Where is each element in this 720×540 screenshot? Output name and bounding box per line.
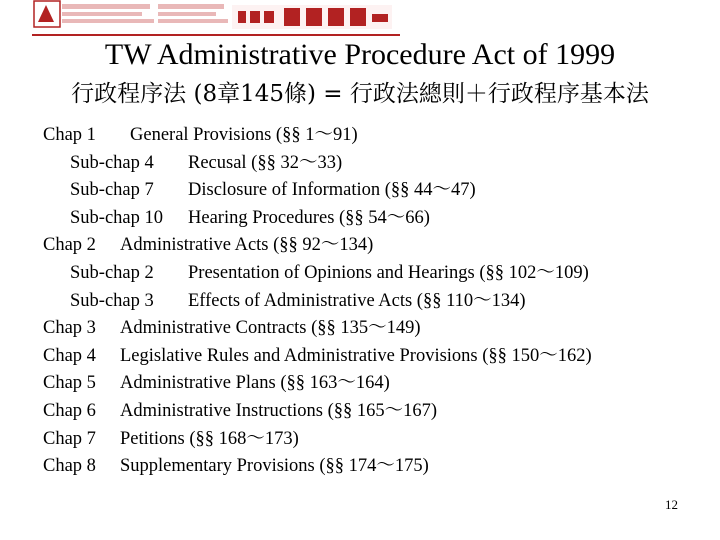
subchapter-title: Presentation of Opinions and Hearings (§§ 102～109): [188, 262, 589, 283]
list-item: [43, 122, 703, 150]
chapter-label: Chap 1: [43, 125, 96, 145]
subchapter-title: Hearing Procedures (§§ 54～66): [188, 207, 430, 228]
chapter-title: Supplementary Provisions (§§ 174～175): [120, 456, 429, 477]
subchapter-label: Sub-chap 10: [70, 207, 163, 228]
chapter-title: Administrative Plans (§§ 163～164): [120, 373, 390, 394]
page-number: 12: [665, 497, 678, 512]
list-item: [43, 232, 703, 260]
subchapter-label: Sub-chap 7: [70, 180, 154, 201]
subchapter-label: Sub-chap 2: [70, 262, 154, 283]
list-item: [43, 370, 703, 398]
chapter-outline: [43, 122, 703, 481]
list-item: [43, 150, 703, 178]
chapter-label: Chap 8: [43, 456, 96, 477]
chapter-label: Chap 4: [43, 345, 96, 366]
chapter-title: Administrative Acts (§§ 92～134): [120, 235, 374, 256]
chapter-title: General Provisions (§§ 1～91): [130, 125, 358, 145]
chapter-label: Chap 5: [43, 373, 96, 394]
list-item: [43, 315, 703, 343]
page-subtitle: 行政程序法 (8章145條) = 行政法總則＋行政程序基本法: [71, 81, 649, 107]
list-item: [43, 343, 703, 371]
list-item: [43, 288, 703, 316]
chapter-title: Legislative Rules and Administrative Provisions (§§ 150～162): [120, 345, 592, 366]
subchapter-title: Effects of Administrative Acts (§§ 110～134): [188, 290, 526, 311]
chapter-label: Chap 6: [43, 400, 96, 421]
chapter-title: Administrative Contracts (§§ 135～149): [120, 318, 421, 339]
banner-logo-icon: [32, 0, 400, 34]
list-item: [43, 398, 703, 426]
subchapter-label: Sub-chap 4: [70, 152, 154, 173]
chapter-title: Petitions (§§ 168～173): [120, 428, 299, 449]
chapter-label: Chap 2: [43, 235, 96, 256]
subchapter-label: Sub-chap 3: [70, 290, 154, 311]
list-item: [43, 426, 703, 454]
chapter-title: Administrative Instructions (§§ 165～167): [120, 400, 438, 421]
list-item: [43, 453, 703, 481]
chapter-label: Chap 7: [43, 428, 96, 449]
chapter-label: Chap 3: [43, 318, 96, 339]
list-item: [43, 260, 703, 288]
list-item: [43, 177, 703, 205]
list-item: [43, 205, 703, 233]
subchapter-title: Disclosure of Information (§§ 44～47): [188, 180, 476, 201]
page-title: TW Administrative Procedure Act of 1999: [104, 38, 616, 71]
subchapter-title: Recusal (§§ 32～33): [188, 152, 343, 173]
institute-banner-logo: [32, 0, 400, 36]
